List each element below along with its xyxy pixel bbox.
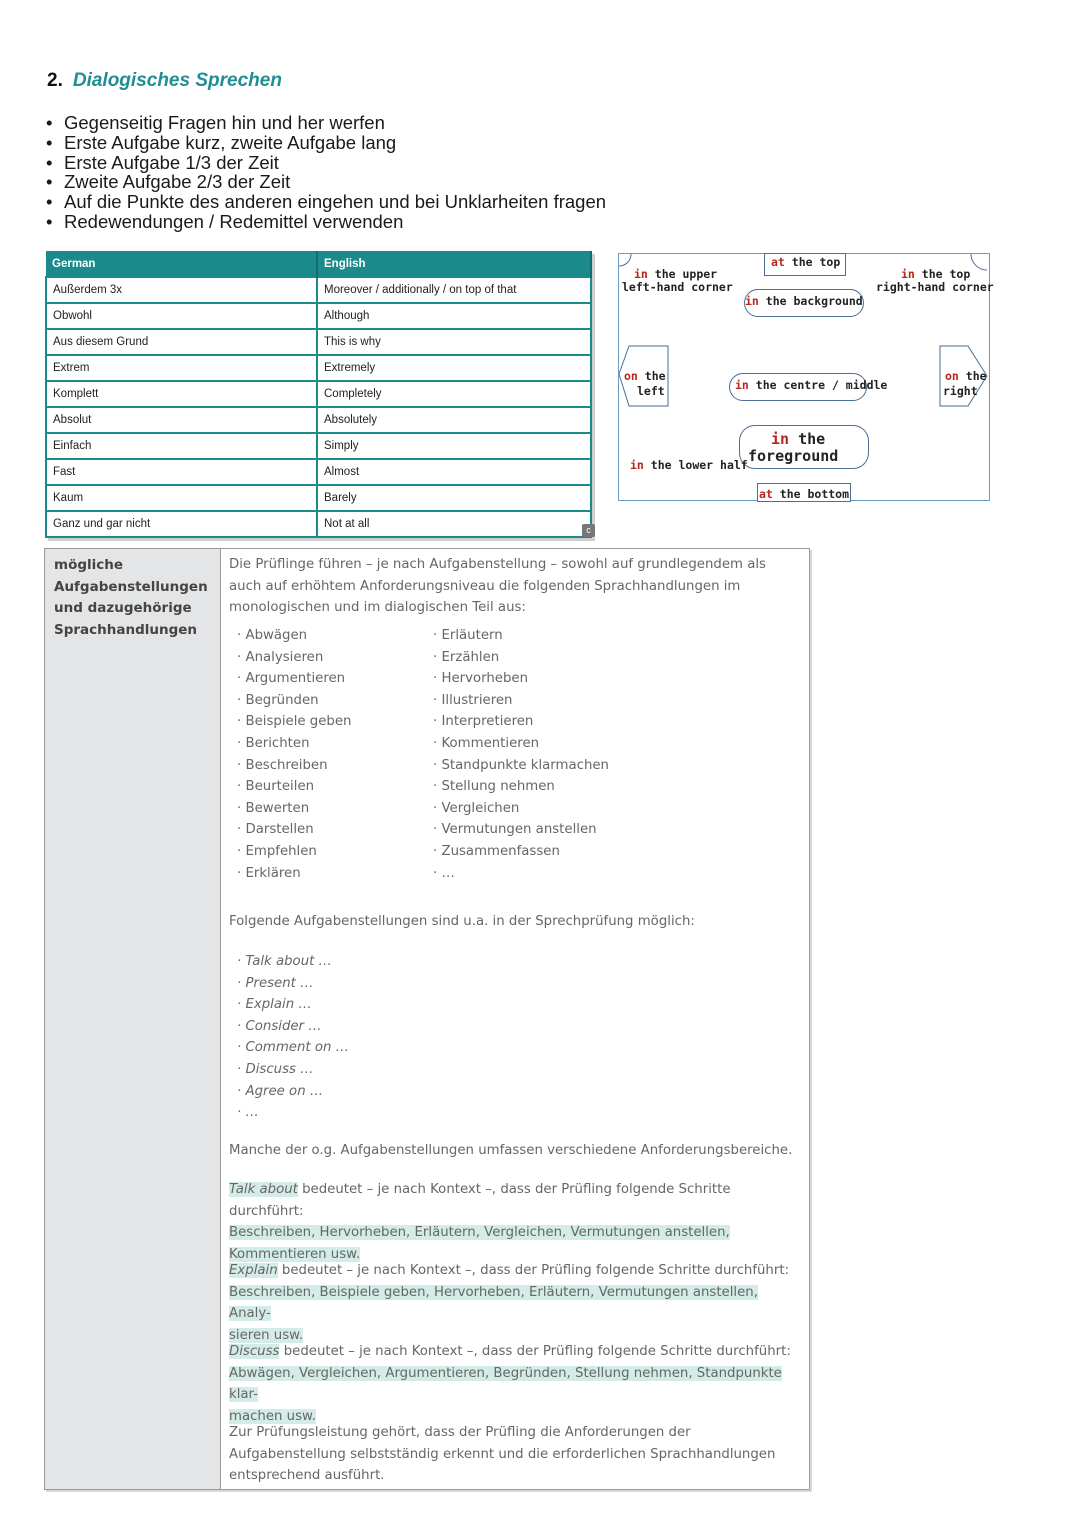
label-top: at the top bbox=[771, 255, 841, 269]
cell-english: Completely bbox=[317, 381, 591, 407]
list-item: · Vermutungen anstellen bbox=[433, 819, 609, 841]
talk-about-steps-2: Kommentieren usw. bbox=[229, 1246, 361, 1262]
list-item: · Analysieren bbox=[237, 647, 351, 669]
cell-german: Obwohl bbox=[46, 303, 317, 329]
label-right: on the bbox=[945, 369, 987, 383]
requirements-box bbox=[44, 548, 810, 1490]
list-item: · Beurteilen bbox=[237, 776, 351, 798]
cell-english: Simply bbox=[317, 433, 591, 459]
table-row bbox=[46, 381, 591, 407]
list-item: · Discuss … bbox=[237, 1059, 349, 1081]
label-centre: in the centre / middle bbox=[735, 378, 888, 392]
list-item: • Erste Aufgabe 1/3 der Zeit bbox=[46, 153, 606, 173]
table-row bbox=[46, 485, 591, 511]
vocab-table bbox=[45, 251, 592, 538]
copy-badge-icon[interactable]: c bbox=[582, 524, 595, 537]
cell-english: Although bbox=[317, 303, 591, 329]
tips-list bbox=[46, 113, 606, 232]
cell-german: Fast bbox=[46, 459, 317, 485]
note-text: Manche der o.g. Aufgabenstellungen umfassen verschiedene Anforderungsbereiche. bbox=[229, 1143, 793, 1158]
label-foreground: in the bbox=[771, 430, 826, 448]
cell-english: This is why bbox=[317, 329, 591, 355]
table-row bbox=[46, 459, 591, 485]
cell-german: Kaum bbox=[46, 485, 317, 511]
discuss-definition: Discuss bedeutet – je nach Kontext –, dass der Prüfling folgende Schritte durchführt: Abwägen, Vergleichen, Argumentieren, Begründen, Stellung nehmen, Standpunkte klar- machen usw. bbox=[229, 1344, 791, 1424]
requirements-sidebar bbox=[45, 549, 221, 1489]
actions-list-col1 bbox=[237, 625, 351, 884]
list-item: · Illustrieren bbox=[433, 690, 609, 712]
table-row bbox=[46, 511, 591, 537]
discuss-steps-2: machen usw. bbox=[229, 1408, 316, 1424]
label-upper-left-line2: left-hand corner bbox=[622, 280, 733, 294]
table-row bbox=[46, 407, 591, 433]
list-item: · Hervorheben bbox=[433, 668, 609, 690]
list-item: · Stellung nehmen bbox=[433, 776, 609, 798]
cell-german: Aus diesem Grund bbox=[46, 329, 317, 355]
label-upper-right: in the top bbox=[901, 267, 971, 281]
table-row bbox=[46, 303, 591, 329]
list-item: · Abwägen bbox=[237, 625, 351, 647]
label-foreground-line2: foreground bbox=[748, 447, 839, 465]
label-right-line2: right bbox=[943, 384, 978, 398]
list-item: · Empfehlen bbox=[237, 841, 351, 863]
talk-about-term: Talk about bbox=[229, 1182, 298, 1197]
label-upper-right-line2: right-hand corner bbox=[876, 280, 994, 294]
label-bottom: at the bottom bbox=[759, 487, 850, 501]
label-lower-half: in the lower half bbox=[630, 458, 748, 472]
list-item: · Kommentieren bbox=[433, 733, 609, 755]
discuss-steps: Abwägen, Vergleichen, Argumentieren, Begründen, Stellung nehmen, Standpunkte klar- bbox=[229, 1365, 782, 1402]
table-row bbox=[46, 329, 591, 355]
list-item: · Begründen bbox=[237, 690, 351, 712]
list-item: · Erläutern bbox=[433, 625, 609, 647]
actions-list-col2 bbox=[433, 625, 609, 884]
list-item: • Erste Aufgabe kurz, zweite Aufgabe lang bbox=[46, 133, 606, 153]
table-header-row bbox=[46, 251, 591, 277]
talk-about-definition: Talk about bedeutet – je nach Kontext –, dass der Prüfling folgende Schritte durchführt: Beschreiben, Hervorheben, Erläutern, Vergleichen, Vermutungen anstellen, Kommentieren usw. bbox=[229, 1182, 731, 1262]
explain-term: Explain bbox=[229, 1263, 278, 1278]
label-upper-left: in the upper bbox=[634, 267, 718, 281]
cell-german: Absolut bbox=[46, 407, 317, 433]
section-title: Dialogisches Sprechen bbox=[72, 70, 282, 91]
list-item: · Bewerten bbox=[237, 798, 351, 820]
cell-german: Außerdem 3x bbox=[46, 277, 317, 303]
header-german: German bbox=[46, 251, 317, 277]
cell-english: Almost bbox=[317, 459, 591, 485]
list-item: • Auf die Punkte des anderen eingehen und bei Unklarheiten fragen bbox=[46, 192, 606, 212]
cell-english: Absolutely bbox=[317, 407, 591, 433]
cell-english: Moreover / additionally / on top of that bbox=[317, 277, 591, 303]
section-number: 2. bbox=[47, 70, 63, 91]
cell-english: Barely bbox=[317, 485, 591, 511]
list-item: · … bbox=[433, 863, 609, 885]
list-item: · Berichten bbox=[237, 733, 351, 755]
list-item: • Zweite Aufgabe 2/3 der Zeit bbox=[46, 172, 606, 192]
list-item: · Zusammenfassen bbox=[433, 841, 609, 863]
list-item: · … bbox=[237, 1102, 349, 1124]
list-item: • Redewendungen / Redemittel verwenden bbox=[46, 212, 606, 232]
list-item: · Comment on … bbox=[237, 1037, 349, 1059]
list-item: · Agree on … bbox=[237, 1081, 349, 1103]
list-item: · Argumentieren bbox=[237, 668, 351, 690]
cell-english: Not at all bbox=[317, 511, 591, 537]
cell-german: Ganz und gar nicht bbox=[46, 511, 317, 537]
header-english: English bbox=[317, 251, 591, 277]
table-row bbox=[46, 277, 591, 303]
explain-definition: Explain bedeutet – je nach Kontext –, dass der Prüfling folgende Schritte durchführt: Beschreiben, Beispiele geben, Hervorheben, Erläutern, Vermutungen anstellen, Analy- sieren usw. bbox=[229, 1263, 790, 1343]
cell-german: Komplett bbox=[46, 381, 317, 407]
discuss-term: Discuss bbox=[229, 1344, 280, 1359]
table-row bbox=[46, 433, 591, 459]
explain-steps: Beschreiben, Beispiele geben, Hervorheben, Erläutern, Vermutungen anstellen, Analy- bbox=[229, 1284, 758, 1321]
section-heading bbox=[47, 70, 282, 92]
label-left-line2: left bbox=[637, 384, 665, 398]
explain-steps-2: sieren usw. bbox=[229, 1327, 304, 1343]
list-item: · Present … bbox=[237, 973, 349, 995]
closing-text: Zur Prüfungsleistung gehört, dass der Prüfling die Anforderungen der Aufgabenstellung selbstständig erkennt und die erforderlichen Sprachhandlungen entsprechend ausführt. bbox=[229, 1425, 776, 1483]
list-item: · Erklären bbox=[237, 863, 351, 885]
label-left: on the bbox=[624, 369, 666, 383]
list-item: · Beschreiben bbox=[237, 755, 351, 777]
label-background: in the background bbox=[745, 294, 863, 308]
list-item: · Erzählen bbox=[433, 647, 609, 669]
position-diagram bbox=[618, 253, 994, 501]
talk-about-steps: Beschreiben, Hervorheben, Erläutern, Vergleichen, Vermutungen anstellen, bbox=[229, 1225, 730, 1240]
list-item: · Interpretieren bbox=[433, 711, 609, 733]
sidebar-title: mögliche Aufgabenstellungen und dazugehörige Sprachhandlungen bbox=[54, 557, 208, 638]
list-item: · Standpunkte klarmachen bbox=[433, 755, 609, 777]
list-item: · Beispiele geben bbox=[237, 711, 351, 733]
cell-english: Extremely bbox=[317, 355, 591, 381]
table-row bbox=[46, 355, 591, 381]
list-item: · Explain … bbox=[237, 994, 349, 1016]
cell-german: Einfach bbox=[46, 433, 317, 459]
tasks-intro: Folgende Aufgabenstellungen sind u.a. in der Sprechprüfung möglich: bbox=[229, 914, 695, 929]
list-item: · Vergleichen bbox=[433, 798, 609, 820]
list-item: • Gegenseitig Fragen hin und her werfen bbox=[46, 113, 606, 133]
intro-text: Die Prüflinge führen – je nach Aufgabenstellung – sowohl auf grundlegendem als auch auf erhöhtem Anforderungsniveau die folgenden Sprachhandlungen im monologischen und im dialogischen Teil aus: bbox=[229, 557, 766, 615]
cell-german: Extrem bbox=[46, 355, 317, 381]
list-item: · Darstellen bbox=[237, 819, 351, 841]
list-item: · Consider … bbox=[237, 1016, 349, 1038]
tasks-list bbox=[237, 951, 349, 1124]
list-item: · Talk about … bbox=[237, 951, 349, 973]
